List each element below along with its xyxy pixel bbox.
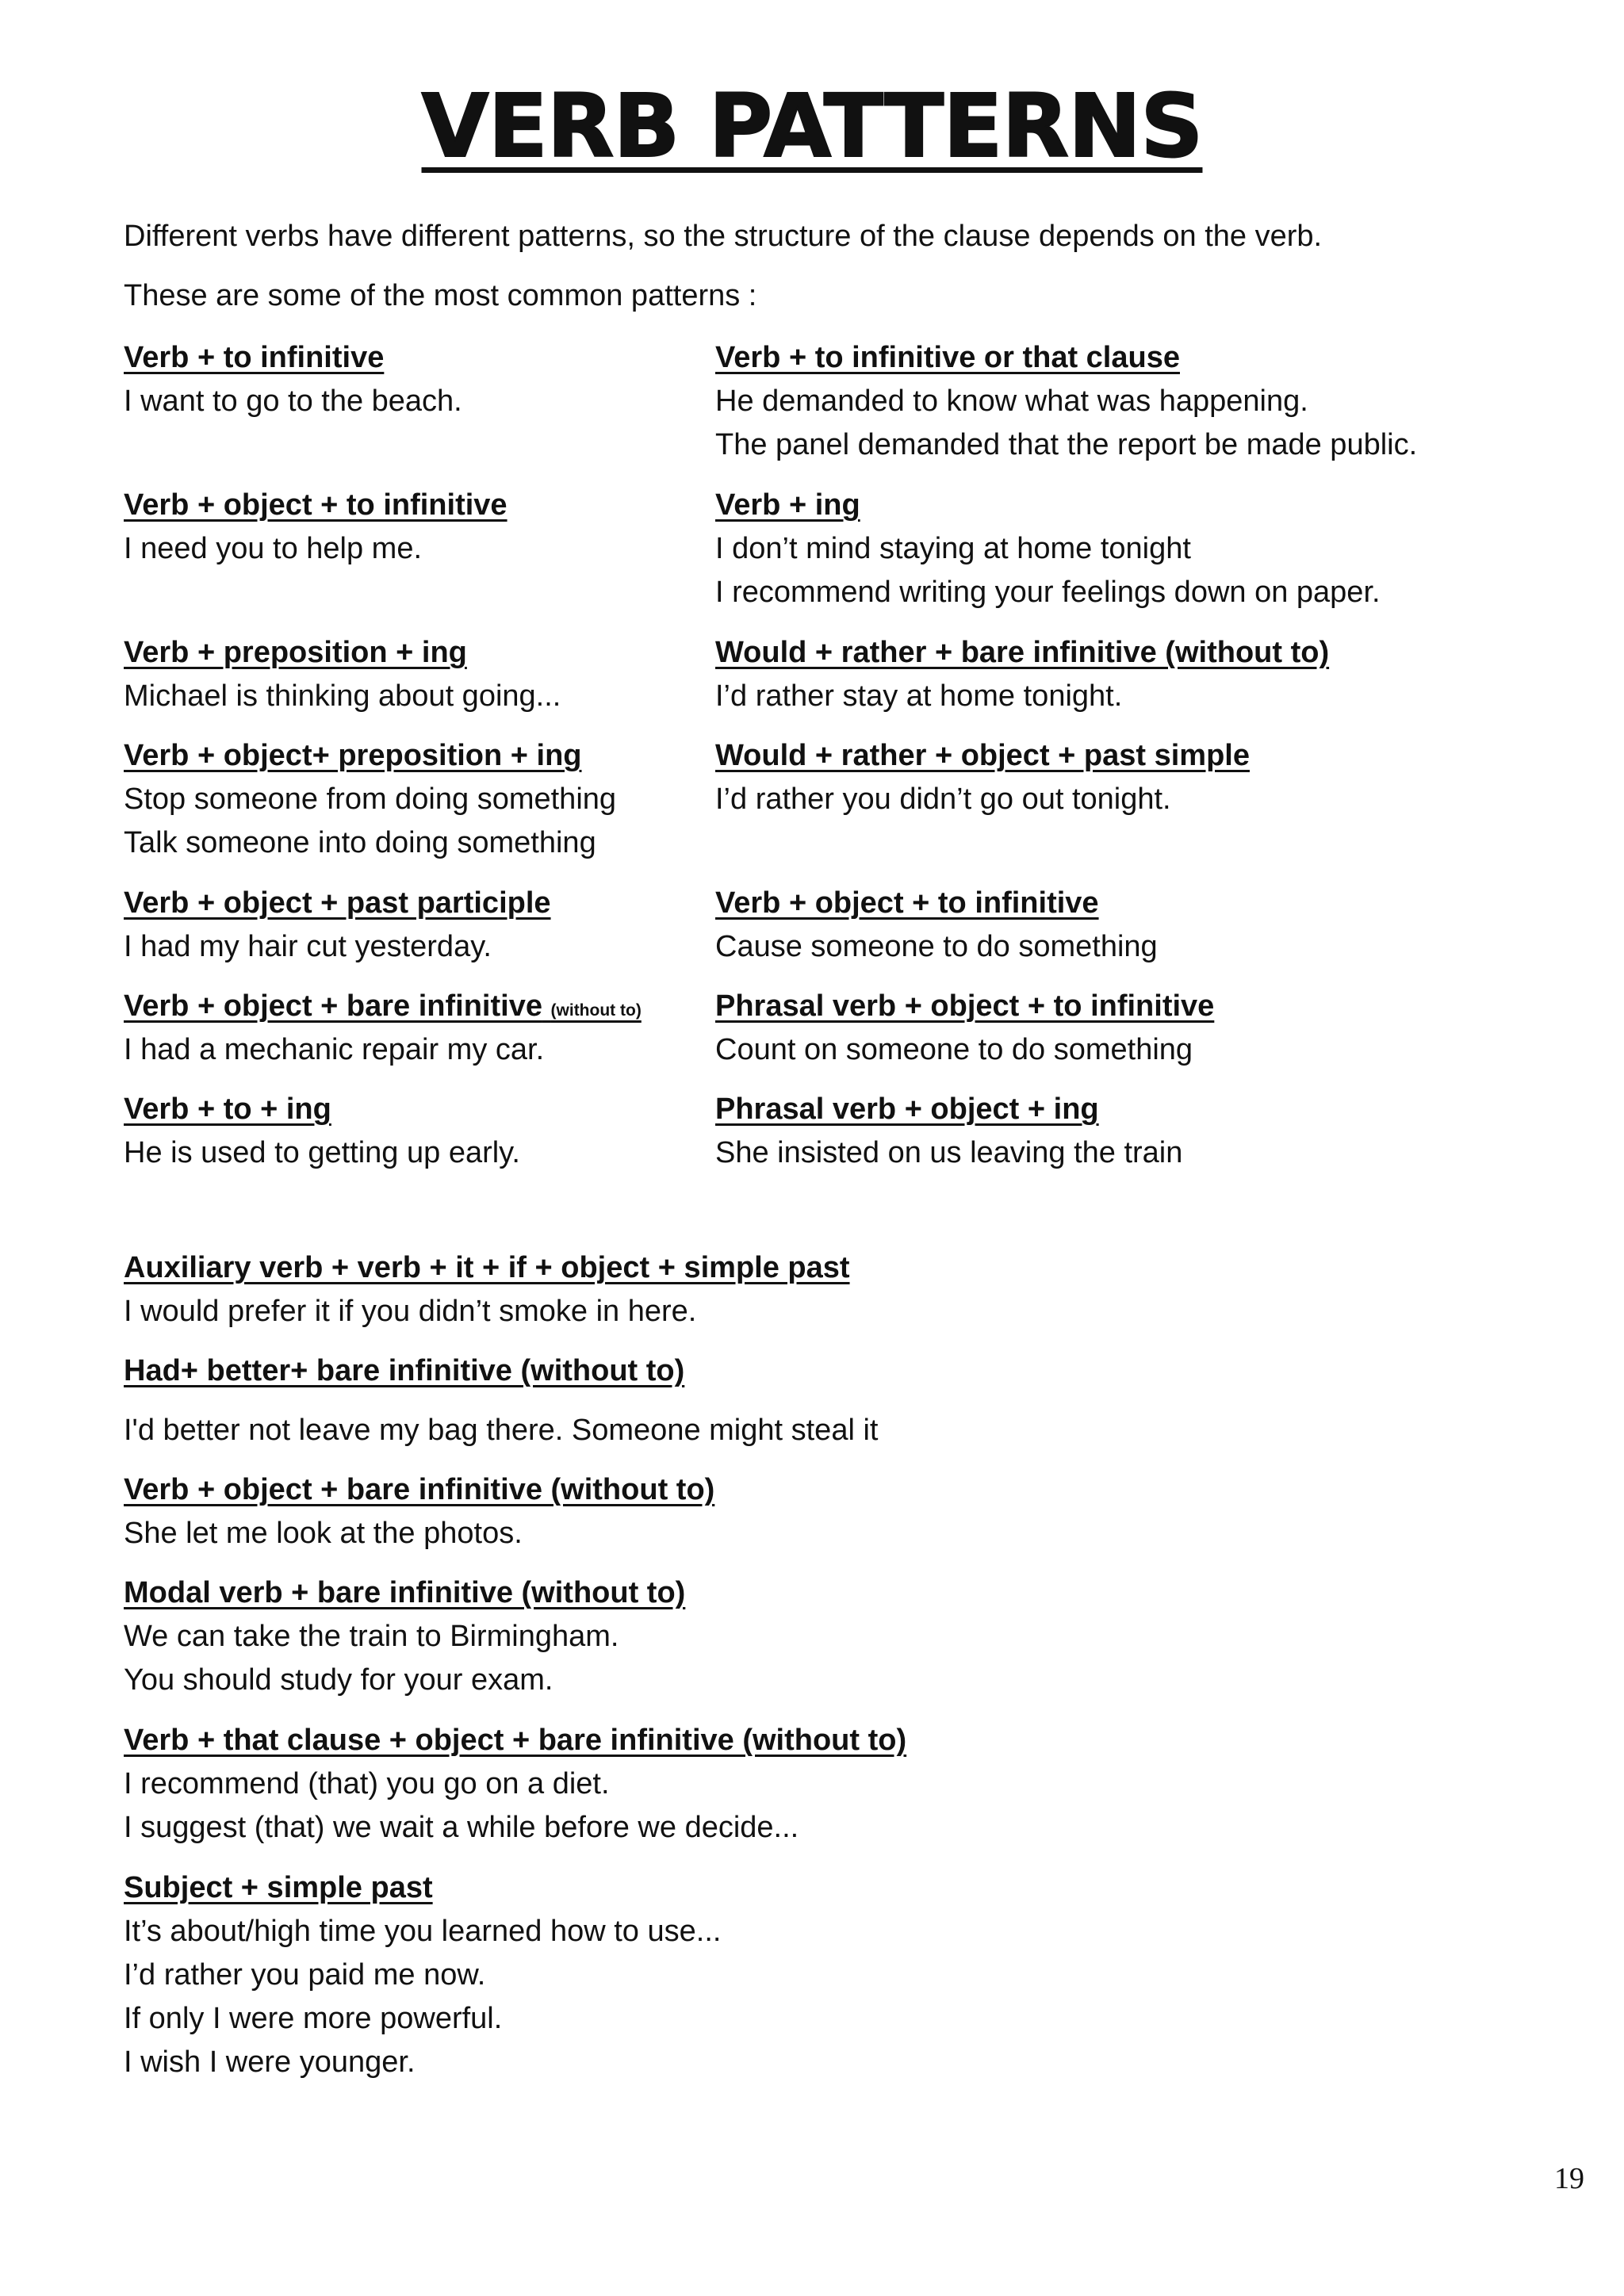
intro-line-1: Different verbs have different patterns, so the structure of the clause depends on the verb. — [124, 220, 1323, 253]
page-number: 19 — [1554, 2162, 1584, 2195]
pattern-block — [715, 882, 1158, 969]
pattern-heading: Phrasal verb + object + to infinitive — [715, 989, 1215, 1023]
pattern-example: If only I were more powerful. — [124, 2002, 503, 2035]
pattern-heading: Would + rather + bare infinitive (without to) — [715, 636, 1330, 669]
pattern-heading: Would + rather + object + past simple — [715, 739, 1250, 772]
pattern-example: She let me look at the photos. — [124, 1517, 523, 1550]
pattern-example: It’s about/high time you learned how to use... — [124, 1915, 722, 1948]
pattern-block — [715, 336, 1417, 467]
pattern-heading: Subject + simple past — [124, 1871, 433, 1904]
pattern-heading-note: (without to) — [550, 1001, 642, 1020]
pattern-block — [124, 985, 642, 1072]
pattern-example: The panel demanded that the report be made public. — [715, 428, 1418, 461]
pattern-block — [124, 1571, 685, 1702]
pattern-heading: Verb + to + ing — [124, 1093, 331, 1126]
pattern-block — [715, 734, 1250, 821]
pattern-example: I'd better not leave my bag there. Someone might steal it — [124, 1414, 879, 1447]
pattern-example: I suggest (that) we wait a while before we decide... — [124, 1811, 799, 1844]
pattern-heading: Phrasal verb + object + ing — [715, 1093, 1099, 1126]
pattern-block — [124, 1246, 850, 1334]
pattern-block — [124, 336, 462, 423]
pattern-heading: Verb + to infinitive — [124, 341, 385, 374]
pattern-block — [124, 1866, 721, 2084]
pattern-example: I would prefer it if you didn’t smoke in here. — [124, 1295, 697, 1328]
pattern-example: He is used to getting up early. — [124, 1136, 520, 1169]
pattern-example: I don’t mind staying at home tonight — [715, 532, 1191, 565]
pattern-example: Talk someone into doing something — [124, 826, 596, 859]
pattern-block — [124, 734, 616, 865]
pattern-example: I had a mechanic repair my car. — [124, 1033, 545, 1066]
pattern-block — [715, 631, 1329, 718]
pattern-block — [124, 1468, 714, 1556]
pattern-heading — [124, 985, 642, 1028]
pattern-heading: Verb + object + past participle — [124, 886, 551, 920]
pattern-block — [715, 484, 1381, 614]
pattern-example: Stop someone from doing something — [124, 783, 617, 816]
pattern-heading-text: Verb + object + bare infinitive — [124, 989, 542, 1023]
pattern-heading: Auxiliary verb + verb + it + if + object + simple past — [124, 1251, 850, 1284]
intro-line-2: These are some of the most common patterns : — [124, 279, 757, 312]
pattern-example: I need you to help me. — [124, 532, 423, 565]
pattern-example: She insisted on us leaving the train — [715, 1136, 1183, 1169]
pattern-heading: Verb + that clause + object + bare infinitive (without to) — [124, 1724, 907, 1757]
pattern-example: I’d rather you didn’t go out tonight. — [715, 783, 1171, 816]
pattern-example: Michael is thinking about going... — [124, 679, 561, 713]
pattern-example: I’d rather you paid me now. — [124, 1958, 486, 1992]
pattern-heading: Had+ better+ bare infinitive (without to) — [124, 1354, 685, 1387]
pattern-heading: Verb + object + to infinitive — [715, 886, 1099, 920]
pattern-heading: Verb + ing — [715, 488, 860, 522]
page-title: VERB PATTERNS — [421, 75, 1203, 177]
pattern-block — [124, 1719, 906, 1850]
pattern-example: I recommend writing your feelings down on paper. — [715, 576, 1381, 609]
pattern-example: I wish I were younger. — [124, 2045, 416, 2079]
pattern-block — [715, 985, 1214, 1072]
pattern-block — [124, 1349, 878, 1452]
pattern-heading: Verb + preposition + ing — [124, 636, 467, 669]
pattern-heading: Modal verb + bare infinitive (without to) — [124, 1576, 686, 1609]
pattern-example: I want to go to the beach. — [124, 385, 462, 418]
pattern-heading: Verb + object + bare infinitive (without to) — [124, 1473, 715, 1506]
pattern-example: Count on someone to do something — [715, 1033, 1193, 1066]
pattern-heading: Verb + object+ preposition + ing — [124, 739, 582, 772]
pattern-example: I’d rather stay at home tonight. — [715, 679, 1123, 713]
pattern-example: I had my hair cut yesterday. — [124, 930, 492, 963]
pattern-block — [124, 484, 508, 571]
pattern-example: You should study for your exam. — [124, 1663, 553, 1697]
pattern-example: He demanded to know what was happening. — [715, 385, 1308, 418]
pattern-example: I recommend (that) you go on a diet. — [124, 1767, 610, 1800]
pattern-heading: Verb + to infinitive or that clause — [715, 341, 1180, 374]
pattern-heading: Verb + object + to infinitive — [124, 488, 508, 522]
pattern-example: We can take the train to Birmingham. — [124, 1620, 619, 1653]
pattern-block — [124, 1088, 520, 1175]
pattern-block — [124, 882, 551, 969]
pattern-example: Cause someone to do something — [715, 930, 1158, 963]
pattern-block — [124, 631, 561, 718]
pattern-block — [715, 1088, 1182, 1175]
